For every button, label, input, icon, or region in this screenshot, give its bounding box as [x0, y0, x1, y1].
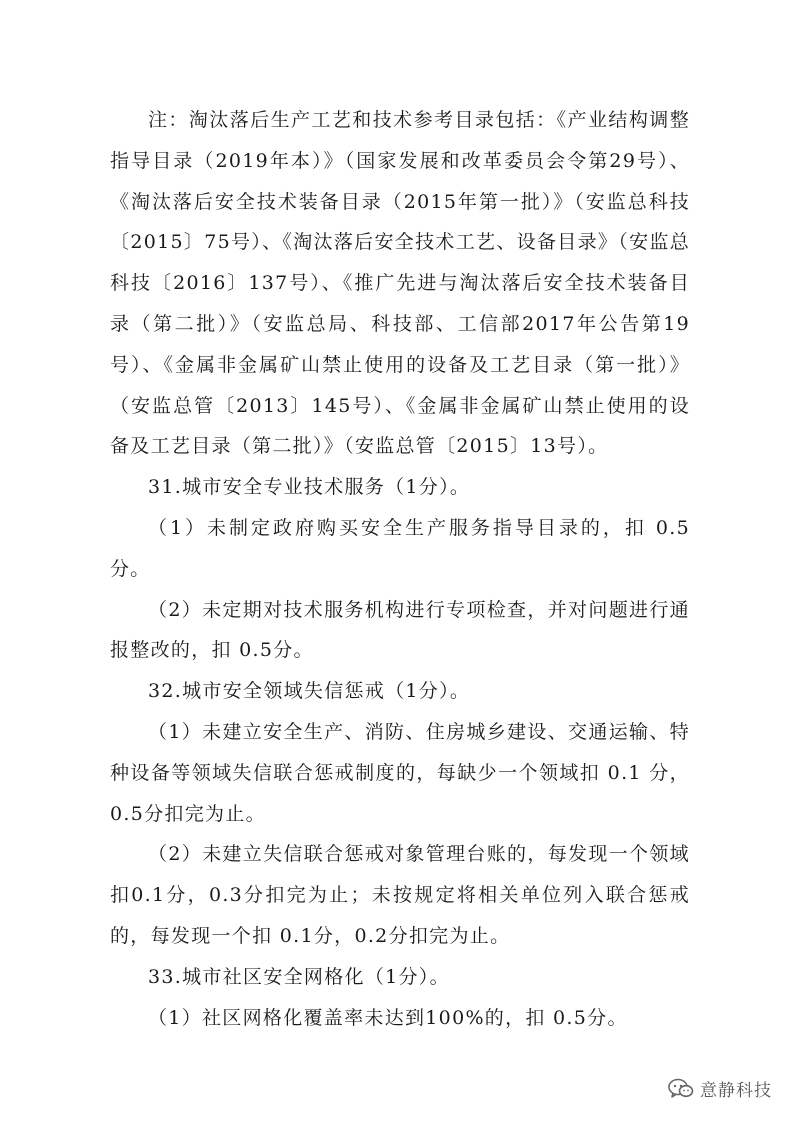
section-31-item-2: （2）未定期对技术服务机构进行专项检查，并对问题进行通报整改的，扣 0.5分。 [110, 598, 690, 662]
wechat-icon [668, 1078, 694, 1100]
document-body [110, 100, 690, 1038]
section-33-item-1: （1）社区网格化覆盖率未达到100%的，扣 0.5分。 [148, 1006, 628, 1029]
section-33-heading: 33.城市社区安全网格化（1分）。 [148, 965, 450, 988]
watermark [668, 1076, 772, 1101]
section-32-item-1: （1）未建立安全生产、消防、住房城乡建设、交通运输、特种设备等领域失信联合惩戒制度的，每缺少一个领域扣 0.1 分，0.5分扣完为止。 [110, 720, 690, 825]
note-paragraph: 注：淘汰落后生产工艺和技术参考目录包括：《产业结构调整指导目录（2019年本）》（国家发展和改革委员会令第29号）、《淘汰落后安全技术装备目录（2015年第一批）》（安监总科技〔2015〕75号）、《淘汰落后安全技术工艺、设备目录》（安监总科技〔2016〕137号）、《推广先进与淘汰落后安全技术装备目录（第二批）》（安监总局、科技部、工信部2017年公告第19号）、《金属非金属矿山禁止使用的设备及工艺目录（第一批）》（安监总管〔2013〕145号）、《金属非金属矿山禁止使用的设备及工艺目录（第二批）》（安监总管〔2015〕13号）。 [110, 109, 690, 458]
section-31-heading: 31.城市安全专业技术服务（1分）。 [148, 476, 471, 499]
section-32-heading: 32.城市安全领域失信惩戒（1分）。 [148, 680, 471, 703]
section-31-item-1: （1）未制定政府购买安全生产服务指导目录的，扣 0.5分。 [110, 516, 690, 580]
section-32-item-2: （2）未建立失信联合惩戒对象管理台账的，每发现一个领域扣0.1分，0.3分扣完为止；未按规定将相关单位列入联合惩戒的，每发现一个扣 0.1分，0.2分扣完为止。 [110, 843, 690, 947]
watermark-text: 意静科技 [700, 1081, 772, 1101]
